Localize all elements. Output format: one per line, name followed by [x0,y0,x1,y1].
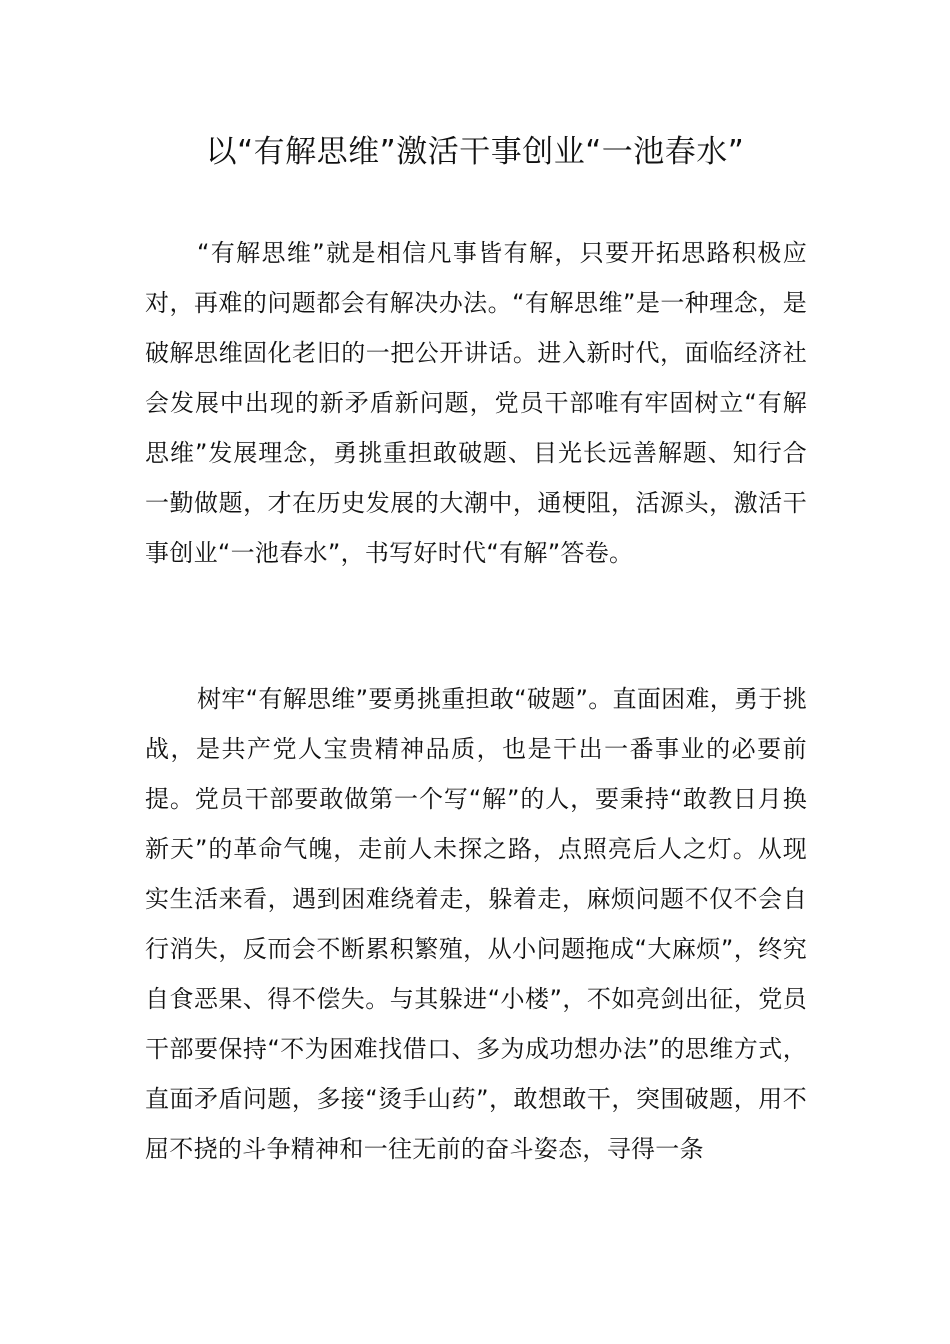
paragraph-intro: “有解思维”就是相信凡事皆有解，只要开拓思路积极应对，再难的问题都会有解决办法。“有解思维”是一种理念，是破解思维固化老旧的一把公开讲话。进入新时代，面临经济社会发展中出现的新矛盾新问题，党员干部唯有牢固树立“有解思维”发展理念，勇挑重担敢破题、目光长远善解题、知行合一勤做题，才在历史发展的大潮中，通梗阻，活源头，激活干事创业“一池春水”，书写好时代“有解”答卷。 [145,239,807,567]
paragraph-breaking-problem: 树牢“有解思维”要勇挑重担敢“破题”。直面困难，勇于挑战，是共产党人宝贵精神品质，也是干出一番事业的必要前提。党员干部要敢做第一个写“解”的人，要秉持“敢教日月换新天”的革命气魄，走前人未探之路，点照亮后人之灯。从现实生活来看，遇到困难绕着走，躲着走，麻烦问题不仅不会自行消失，反而会不断累积繁殖，从小问题拖成“大麻烦”，终究自食恶果、得不偿失。与其躲进“小楼”，不如亮剑出征，党员干部要保持“不为困难找借口、多为成功想办法”的思维方式，直面矛盾问题，多接“烫手山药”，敢想敢干，突围破题，用不屈不挠的斗争精神和一往无前的奋斗姿态，寻得一条 [145,685,807,1163]
document-title: 以“有解思维”激活干事创业“一池春水” [205,134,745,170]
